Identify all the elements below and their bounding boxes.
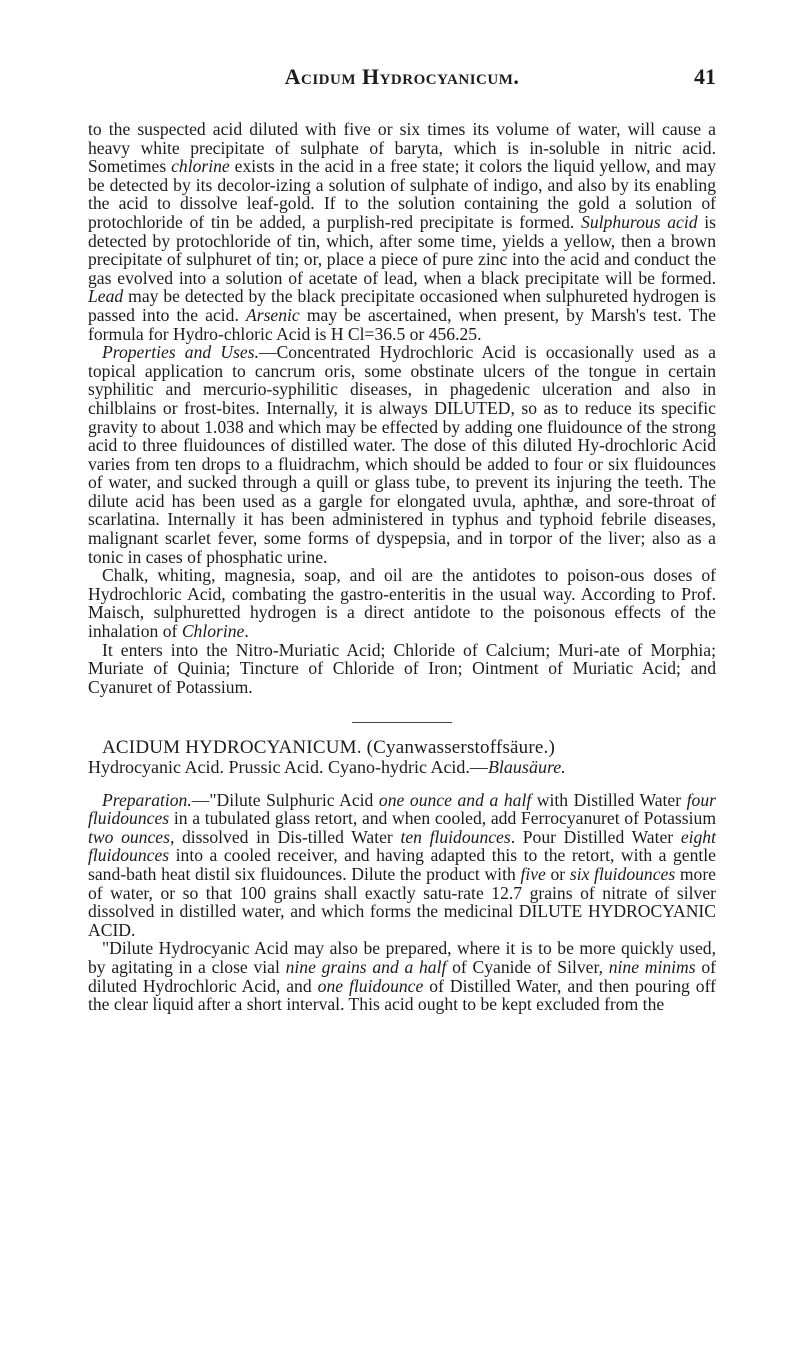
paragraph-alternative-preparation xyxy=(88,939,716,1013)
italic-term: chlorine xyxy=(171,156,230,177)
text-run: more of water, or so that 100 grains shall exactly satu-rate 12.7 grains of nitrate of silver dissolved in distilled water, and which forms the medicinal DILUTE HYDROCYANIC ACID. xyxy=(88,863,716,940)
text-run: to the suspected acid diluted with five or six times its volume of water, will cause a heavy white precipitate of sulphate of baryta, which is in-soluble in nitric acid. Sometimes xyxy=(88,119,716,177)
italic-term: nine minims xyxy=(608,956,696,977)
italic-term: nine grains and a half xyxy=(285,956,447,977)
paragraph-preparation xyxy=(88,791,716,940)
text-run: . Pour Distilled Water xyxy=(510,826,681,847)
italic-heading: Preparation. xyxy=(102,789,192,810)
paragraph-enters-into: It enters into the Nitro-Muriatic Acid; Chloride of Calcium; Muri-ate of Morphia; Muriate of Quinia; Tincture of Chloride of Iron; Ointment of Muriatic Acid; and Cyanuret of Potassium. xyxy=(88,639,716,697)
body-text xyxy=(88,120,716,1014)
text-run: into a cooled receiver, and having adapted this to the retort, with a gentle sand-bath heat distil six fluidounces. Dilute the product with xyxy=(88,845,716,884)
section-name: ACIDUM HYDROCYANICUM. xyxy=(102,737,362,759)
text-run: . xyxy=(244,621,249,642)
text-run: of diluted Hydrochloric Acid, and xyxy=(88,956,717,996)
italic-term: Lead xyxy=(88,286,124,307)
text-run: Hydrocyanic Acid. Prussic Acid. Cyano-hydric Acid.— xyxy=(88,757,488,777)
italic-term: Sulphurous acid xyxy=(581,211,698,232)
italic-term: one ounce and a half xyxy=(378,789,532,810)
section-german-name: (Cyanwasserstoffsäure.) xyxy=(361,737,556,759)
italic-term: ten fluidounces xyxy=(400,826,511,847)
paragraph-impurity-tests xyxy=(88,120,716,343)
text-run: of Cyanide of Silver, xyxy=(446,956,609,977)
text-run: may be ascertained, when present, by Marsh's test. The formula for Hydro-chloric Acid is H Cl=36.5 or 456.25. xyxy=(88,304,716,344)
text-run: or xyxy=(545,863,570,884)
italic-term: Blausäure. xyxy=(487,757,566,777)
text-run: —Concentrated Hydrochloric Acid is occasionally used as a topical application to cancrum oris, some obstinate ulcers of the tongue in certain syphilitic and mercurio-syphilitic diseases, in phagedenic ulceration and also in chilblains or frost-bites. Internally, it is always DILUTED, so as to reduce its specific gravity to about 1.038 and which may be effected by adding one fluidounce of the strong acid to three fluidounces of distilled water. The dose of this diluted Hy-drochloric Acid varies from ten drops to a fluidrachm, which should be added to four or six fluidounces of water, and sucked through a quill or glass tube, to prevent its injuring the teeth. The dilute acid has been used as a gargle for elongated uvula, aphthæ, and sore-throat of scarlatina. Internally it has been administered in typhus and typhoid febrile diseases, malignant scarlet fever, some forms of dyspepsia, and in torpor of the liver; also as a tonic in cases of phosphatic urine. xyxy=(88,342,716,567)
section-divider xyxy=(352,722,452,723)
italic-term: eight fluidounces xyxy=(88,826,716,866)
italic-term: five xyxy=(520,863,546,884)
paragraph-properties-uses xyxy=(88,343,716,566)
italic-term: Chlorine xyxy=(181,621,245,642)
italic-heading: Properties and Uses. xyxy=(102,342,259,363)
page-number: 41 xyxy=(694,64,716,89)
italic-term: four fluidounces xyxy=(88,789,717,829)
text-run: of Distilled Water, and then pouring off the clear liquid after a short interval. This acid ought to be kept excluded from the xyxy=(88,975,716,1015)
synonyms-line xyxy=(88,758,716,777)
text-run: exists in the acid in a free state; it colors the liquid yellow, and may be detected by its decolor-izing a solution of sulphate of indigo, and also by its enabling the acid to dissolve leaf-gold. If to the solution containing the gold a solution of protochloride of tin be added, a purplish-red precipitate is formed. xyxy=(88,156,717,232)
italic-term: one fluidounce xyxy=(317,975,424,996)
text-run: "Dilute Hydrocyanic Acid may also be prepared, where it is to be more quickly used, by agitating in a close vial xyxy=(88,938,716,977)
italic-term: two ounces xyxy=(88,826,170,847)
text-run: —"Dilute Sulphuric Acid xyxy=(191,789,379,810)
section-title xyxy=(88,739,716,758)
text-run: is detected by protochloride of tin, which, after some time, yields a yellow, then a brown precipitate of sulphuret of tin; or, place a piece of pure zinc into the acid and conduct the gas evolved into a solution of acetate of lead, when a black precipitate will be formed. xyxy=(88,211,717,288)
italic-term: Arsenic xyxy=(245,304,300,325)
text-run: may be detected by the black precipitate occasioned when sulphureted hydrogen is passed into the acid. xyxy=(88,286,716,325)
italic-term: six fluidounces xyxy=(569,863,676,884)
paragraph-antidotes xyxy=(88,566,716,640)
running-title: Acidum Hydrocyanicum. xyxy=(284,64,520,89)
text-run: in a tubulated glass retort, and when cooled, add Ferrocyanuret of Potassium xyxy=(169,808,716,829)
text-run: Chalk, whiting, magnesia, soap, and oil are the antidotes to poison-ous doses of Hydrochloric Acid, combating the gastro-enteritis in the usual way. According to Prof. Maisch, sulphuretted hydrogen is a direct antidote to the poisonous effects of the inhalation of xyxy=(88,565,716,642)
page-header xyxy=(88,60,716,100)
text-run: , dissolved in Dis-tilled Water xyxy=(169,826,401,847)
text-run: with Distilled Water xyxy=(531,789,687,810)
